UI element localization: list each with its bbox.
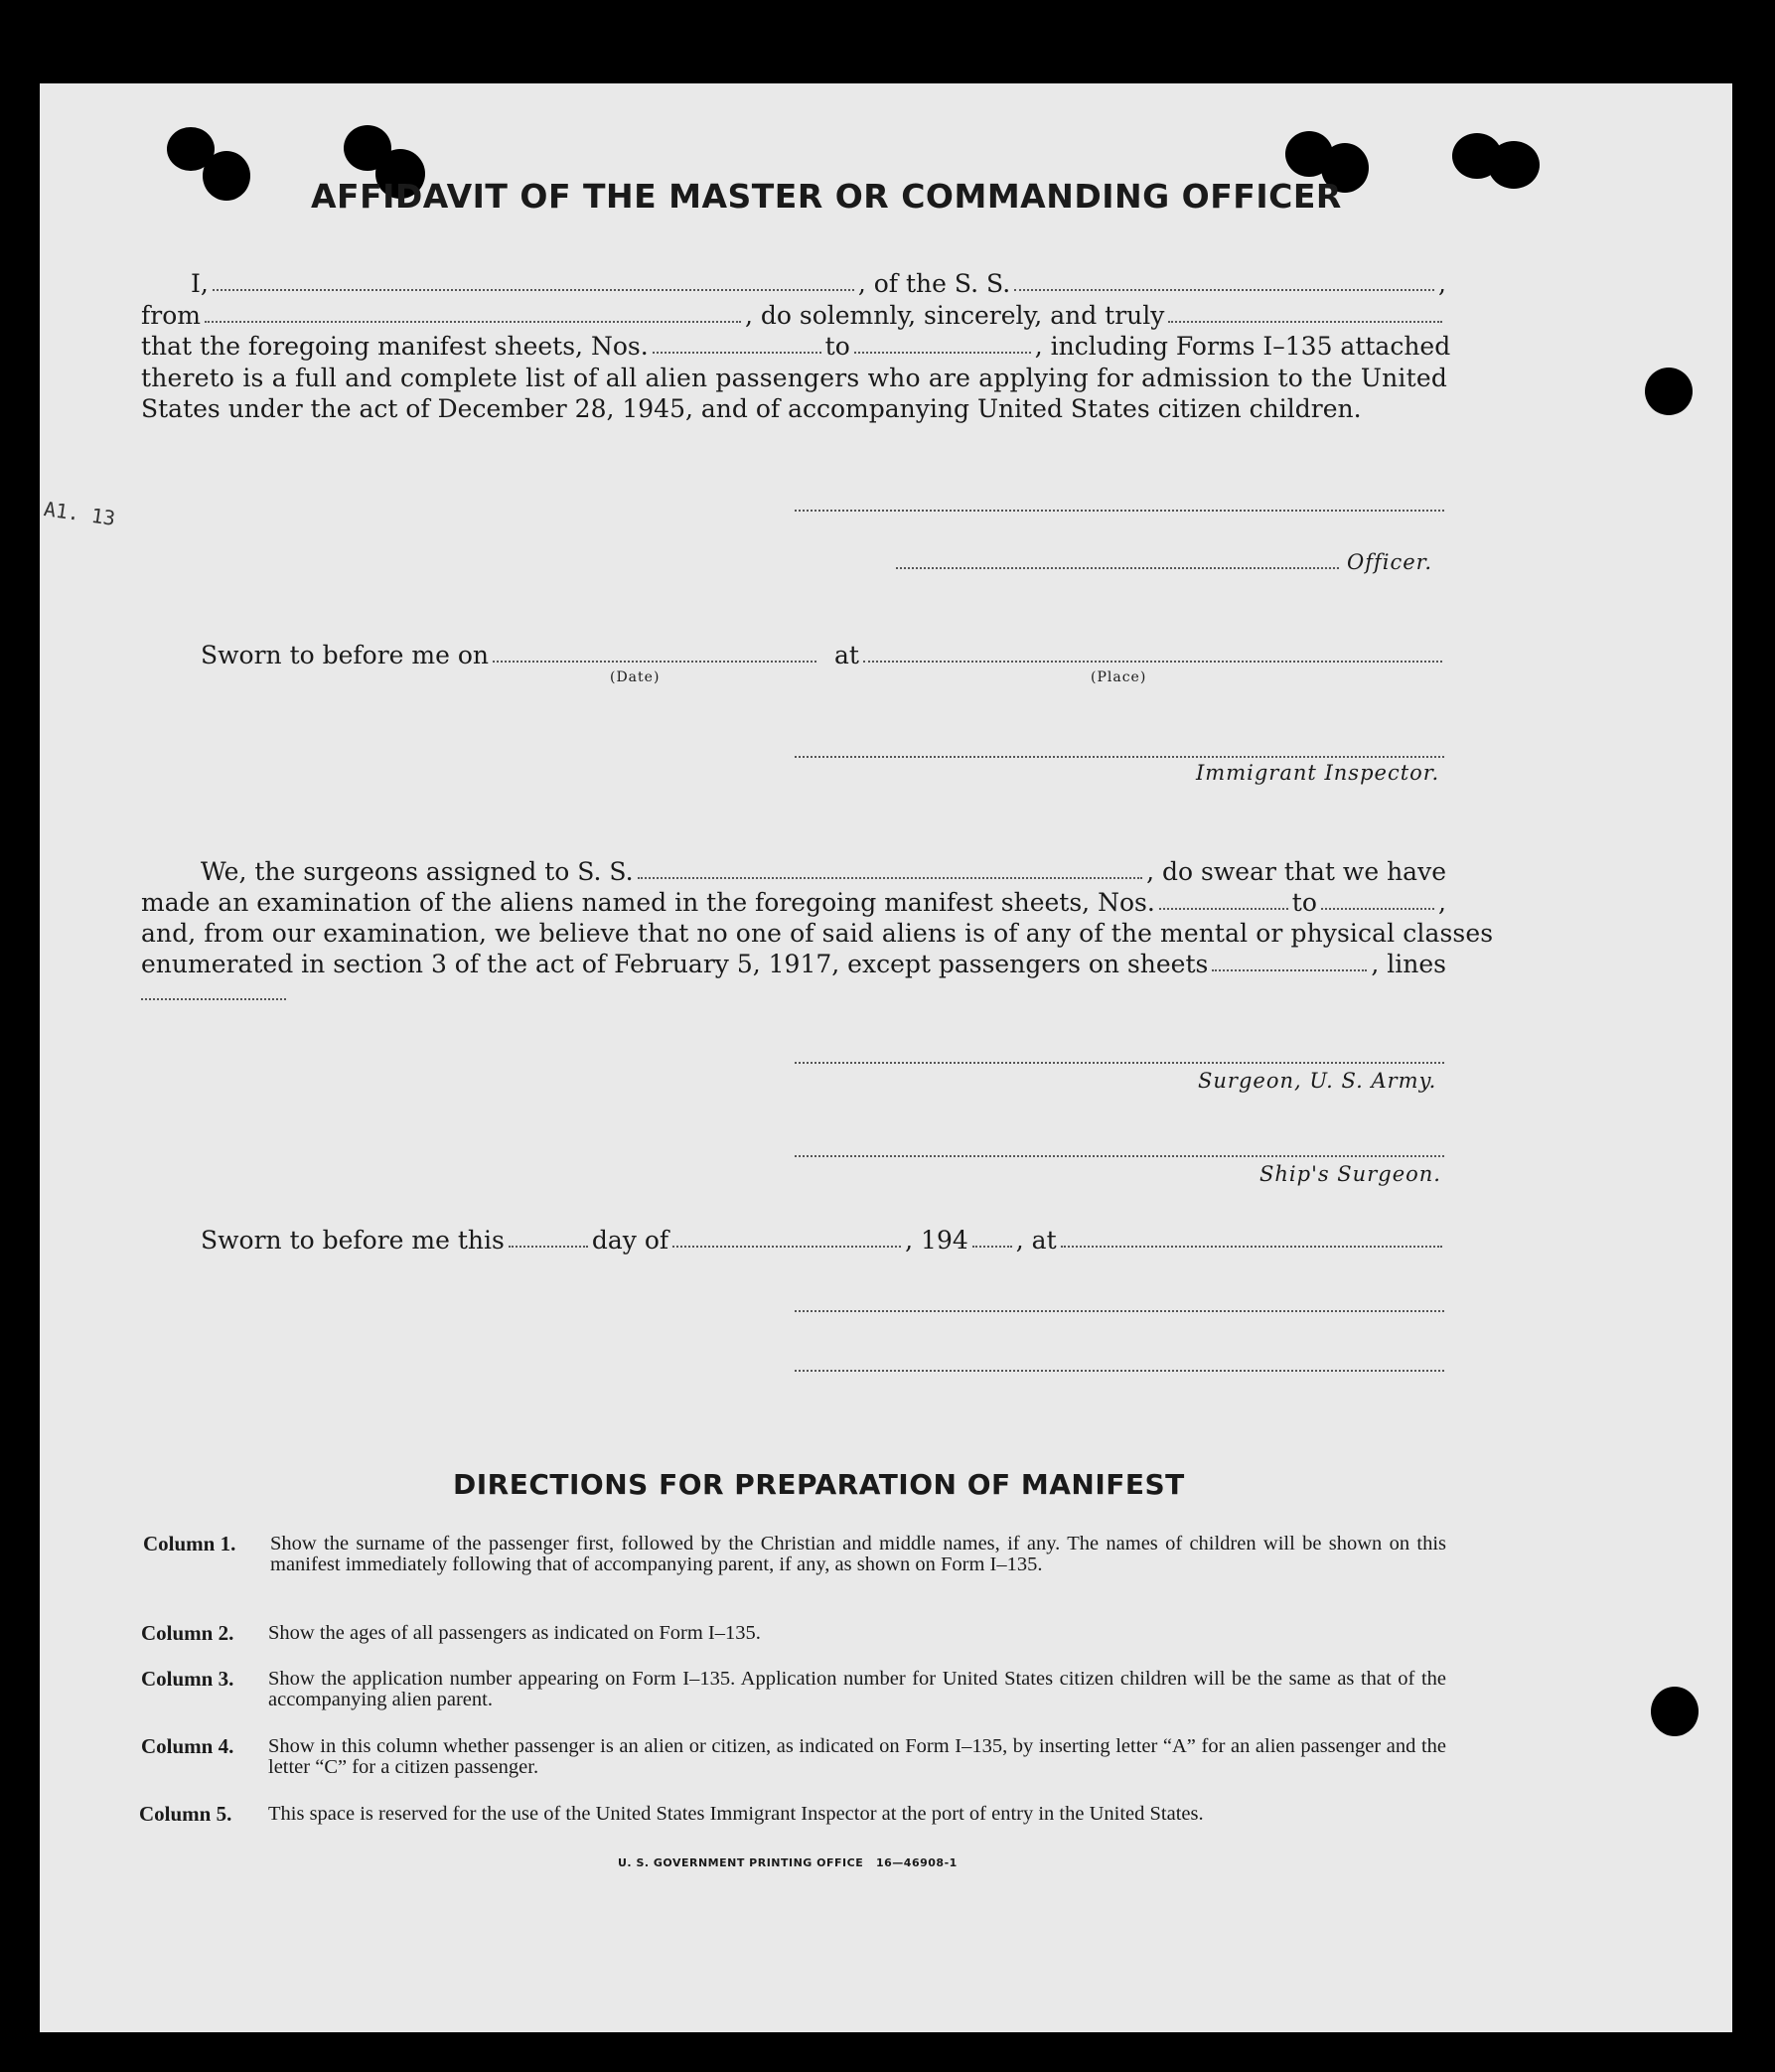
column-2-text: Show the ages of all passengers as indicated on Form I–135. — [268, 1622, 761, 1644]
sworn-place-field[interactable] — [863, 660, 1442, 663]
column-1-text: Show the surname of the passenger first, followed by the Christian and middle names, if any. The names of children will be shown on this manifest immediately following that of accompanying parent, if any, as shown on Form I–135. — [270, 1533, 1446, 1575]
inspector-signature-line[interactable] — [795, 755, 1444, 758]
surgeon-sheet-from-field[interactable] — [1159, 907, 1288, 910]
sworn-line-1: Sworn to before me on at — [201, 641, 1446, 669]
punch-hole — [1645, 368, 1693, 415]
surgeon-sheet-to-field[interactable] — [1321, 907, 1434, 910]
sworn-line-2: Sworn to before me this day of , 194 , at — [201, 1226, 1446, 1255]
punch-hole — [1651, 1687, 1699, 1736]
affidavit-line-5: States under the act of December 28, 1945, and of accompanying United States citizen children. — [141, 394, 1362, 423]
oath-field[interactable] — [1168, 320, 1442, 323]
affidavit-line-2: from , do solemnly, sincerely, and truly — [141, 301, 1446, 330]
army-surgeon-label: Surgeon, U. S. Army. — [1198, 1069, 1437, 1093]
signature-line-2[interactable] — [795, 1369, 1444, 1372]
printer-imprint: U. S. GOVERNMENT PRINTING OFFICE — [618, 1856, 864, 1869]
sworn-place-2-field[interactable] — [1061, 1245, 1442, 1248]
place-label: (Place) — [1091, 669, 1147, 685]
column-5-text: This space is reserved for the use of the United States Immigrant Inspector at the port of entry in the United States. — [268, 1803, 1204, 1825]
signature-line-1[interactable] — [795, 1309, 1444, 1312]
inspector-label: Immigrant Inspector. — [1196, 761, 1440, 785]
sheet-from-field[interactable] — [653, 351, 821, 354]
punch-hole — [203, 151, 250, 201]
form-code: 16—46908-1 — [876, 1856, 958, 1869]
sworn-year-field[interactable] — [972, 1245, 1012, 1248]
sworn-month-field[interactable] — [672, 1245, 901, 1248]
punch-hole — [1488, 141, 1540, 189]
column-2-label: Column 2. — [141, 1621, 234, 1645]
ship-surgeon-label: Ship's Surgeon. — [1259, 1162, 1441, 1186]
affidavit-line-3: that the foregoing manifest sheets, Nos. to , including Forms I–135 attached — [141, 332, 1451, 361]
surgeon-ship-field[interactable] — [638, 876, 1143, 879]
ship-name-field[interactable] — [1014, 288, 1434, 291]
column-4-label: Column 4. — [141, 1734, 234, 1758]
except-sheets-field[interactable] — [1212, 968, 1367, 971]
officer-signature-line[interactable] — [896, 566, 1339, 569]
affidavit-title: AFFIDAVIT OF THE MASTER OR COMMANDING OFFICER — [311, 177, 1342, 216]
affidavit-line-4: thereto is a full and complete list of all alien passengers who are applying for admission to the United — [141, 364, 1448, 392]
column-1-label: Column 1. — [143, 1532, 236, 1555]
ship-surgeon-signature-line[interactable] — [795, 1154, 1444, 1157]
sworn-date-field[interactable] — [493, 660, 816, 663]
affidavit-line-1: I, , of the S. S. , — [191, 269, 1446, 298]
surgeon-line-3: and, from our examination, we believe that no one of said aliens is of any of the mental or physical classes — [141, 919, 1494, 948]
column-4-text: Show in this column whether passenger is an alien or citizen, as indicated on Form I–135, by inserting letter “A” for an alien passenger and the letter “C” for a citizen passenger. — [268, 1735, 1446, 1778]
sheet-to-field[interactable] — [854, 351, 1031, 354]
column-3-label: Column 3. — [141, 1667, 234, 1691]
surgeon-line-1: We, the surgeons assigned to S. S. , do swear that we have — [201, 857, 1446, 886]
surgeon-line-2: made an examination of the aliens named in the foregoing manifest sheets, Nos. to , — [141, 888, 1446, 917]
sworn-day-field[interactable] — [509, 1245, 588, 1248]
except-lines-field[interactable] — [141, 997, 286, 1000]
master-signature-line[interactable] — [795, 509, 1444, 512]
column-3-text: Show the application number appearing on Form I–135. Application number for United States citizen children will be the same as that of the accompanying alien parent. — [268, 1668, 1446, 1710]
from-port-field[interactable] — [205, 320, 741, 323]
directions-title: DIRECTIONS FOR PREPARATION OF MANIFEST — [453, 1468, 1185, 1501]
army-surgeon-signature-line[interactable] — [795, 1061, 1444, 1064]
margin-note: A1. 13 — [42, 497, 117, 530]
officer-label: Officer. — [1347, 550, 1433, 574]
column-5-label: Column 5. — [139, 1802, 232, 1826]
master-name-field[interactable] — [213, 288, 854, 291]
surgeon-line-4: enumerated in section 3 of the act of February 5, 1917, except passengers on sheets , lines — [141, 950, 1446, 978]
date-label: (Date) — [610, 669, 661, 685]
